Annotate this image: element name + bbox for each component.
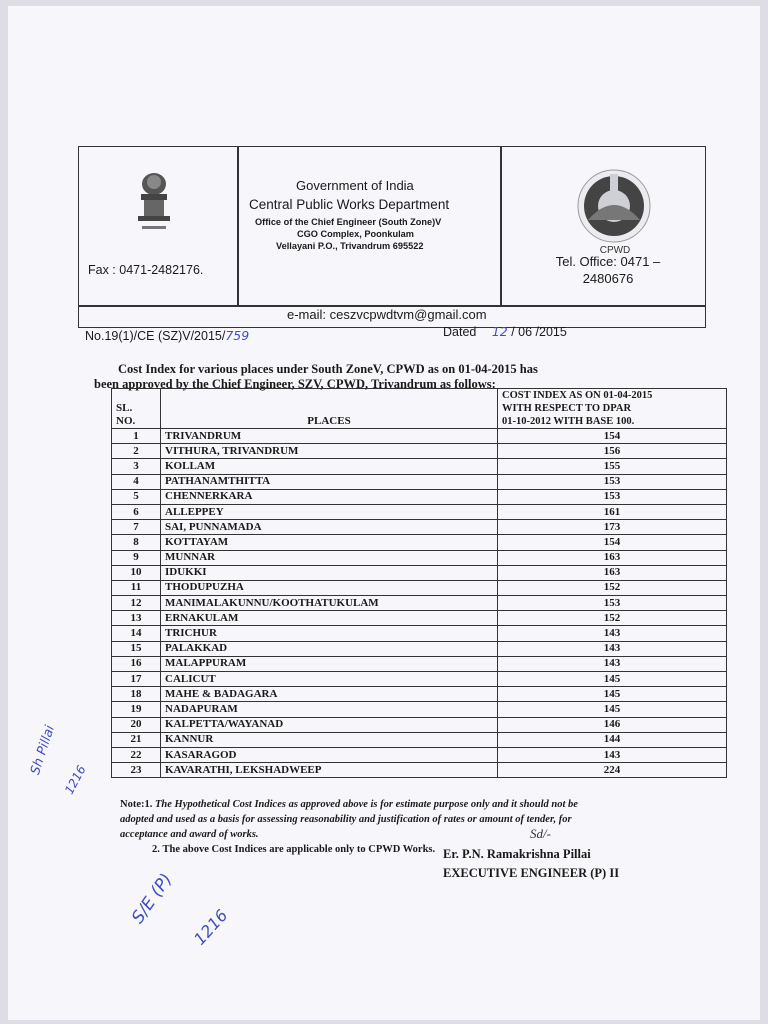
- table-row: [112, 596, 727, 611]
- header-text: 01-10-2012 WITH BASE 100.: [502, 416, 635, 427]
- signature-mark: Sd/-: [530, 826, 551, 841]
- cell-sl-no: 22: [112, 747, 161, 762]
- telephone-line: 2480676: [582, 271, 634, 286]
- header-text: NO.: [116, 415, 136, 427]
- cell-cost-index: 156: [498, 444, 727, 459]
- cell-place: IDUKKI: [161, 565, 498, 580]
- header-sl-no: [112, 389, 161, 429]
- email-address: e-mail: ceszvcpwdtvm@gmail.com: [287, 307, 487, 322]
- table-row: [112, 474, 727, 489]
- note-text: adopted and used as a basis for assessing reasonability and justification of rates or amount of tender, for: [120, 814, 572, 825]
- note-line: [120, 827, 700, 842]
- telephone-line: Tel. Office: 0471 –: [555, 254, 661, 269]
- signatory-title: EXECUTIVE ENGINEER (P) II: [443, 866, 620, 880]
- note-line: [120, 797, 700, 812]
- table-row: [112, 641, 727, 656]
- cell-cost-index: 143: [498, 641, 727, 656]
- address-line: CGO Complex, Poonkulam: [297, 229, 414, 239]
- cell-sl-no: 10: [112, 565, 161, 580]
- table-row: [112, 687, 727, 702]
- table-row: [112, 550, 727, 565]
- cell-place: ERNAKULAM: [161, 611, 498, 626]
- cell-sl-no: 8: [112, 535, 161, 550]
- fax-number: Fax : 0471-2482176.: [88, 263, 204, 277]
- header-places: PLACES: [161, 389, 498, 429]
- cell-cost-index: 153: [498, 474, 727, 489]
- cell-place: MUNNAR: [161, 550, 498, 565]
- dated-rest: / 06 /2015: [511, 325, 567, 339]
- cost-index-table: [111, 388, 727, 778]
- cell-place: VITHURA, TRIVANDRUM: [161, 444, 498, 459]
- cell-sl-no: 18: [112, 687, 161, 702]
- table-row: [112, 672, 727, 687]
- cell-place: KASARAGOD: [161, 747, 498, 762]
- cell-cost-index: 152: [498, 611, 727, 626]
- cell-sl-no: 16: [112, 656, 161, 671]
- cell-place: KALPETTA/WAYANAD: [161, 717, 498, 732]
- header-text: WITH RESPECT TO DPAR: [502, 403, 632, 414]
- cell-sl-no: 4: [112, 474, 161, 489]
- cell-sl-no: 11: [112, 580, 161, 595]
- cell-sl-no: 6: [112, 504, 161, 519]
- table-row: [112, 489, 727, 504]
- note-label: 2.: [152, 844, 160, 855]
- handwritten-ref: 759: [225, 328, 250, 343]
- cell-place: MANIMALAKUNNU/KOOTHATUKULAM: [161, 596, 498, 611]
- cell-sl-no: 23: [112, 763, 161, 778]
- table-row: [112, 535, 727, 550]
- cell-place: KAVARATHI, LEKSHADWEEP: [161, 763, 498, 778]
- cell-place: NADAPURAM: [161, 702, 498, 717]
- note-text: The above Cost Indices are applicable only to CPWD Works.: [162, 844, 436, 855]
- handwritten-stamp: S/E (P): [128, 869, 177, 928]
- cell-sl-no: 19: [112, 702, 161, 717]
- cell-place: THODUPUZHA: [161, 580, 498, 595]
- cell-place: SAI, PUNNAMADA: [161, 520, 498, 535]
- cpwd-logo-icon: [574, 160, 656, 256]
- cell-cost-index: 153: [498, 489, 727, 504]
- intro-line: been approved by the Chief Engineer, SZV, CPWD, Trivandrum as follows:: [94, 377, 496, 391]
- table-row: [112, 656, 727, 671]
- table-row: [112, 459, 727, 474]
- divider: [237, 147, 239, 305]
- cell-cost-index: 161: [498, 504, 727, 519]
- government-title: Government of India: [296, 178, 414, 193]
- cell-place: KOTTAYAM: [161, 535, 498, 550]
- handwritten-margin-note: Sh Pillai: [28, 723, 58, 777]
- cell-sl-no: 15: [112, 641, 161, 656]
- header-cost-index: [498, 389, 727, 429]
- cell-cost-index: 152: [498, 580, 727, 595]
- table-row: [112, 565, 727, 580]
- intro-line: Cost Index for various places under South ZoneV, CPWD as on 01-04-2015 has: [118, 362, 538, 376]
- logo-text: CPWD: [599, 245, 631, 256]
- table-row: [112, 702, 727, 717]
- cell-sl-no: 5: [112, 489, 161, 504]
- cell-cost-index: 153: [498, 596, 727, 611]
- cell-cost-index: 143: [498, 626, 727, 641]
- cell-place: TRIVANDRUM: [161, 429, 498, 444]
- table-row: [112, 626, 727, 641]
- table-row: [112, 747, 727, 762]
- cell-sl-no: 20: [112, 717, 161, 732]
- notes-block: [120, 797, 700, 857]
- dated-label: Dated: [443, 325, 477, 339]
- signatory-name: Er. P.N. Ramakrishna Pillai: [443, 847, 591, 861]
- cell-place: KOLLAM: [161, 459, 498, 474]
- cell-sl-no: 2: [112, 444, 161, 459]
- table-row: [112, 444, 727, 459]
- table-row: [112, 504, 727, 519]
- cell-sl-no: 7: [112, 520, 161, 535]
- cell-place: PATHANAMTHITTA: [161, 474, 498, 489]
- cell-place: TRICHUR: [161, 626, 498, 641]
- cell-cost-index: 143: [498, 747, 727, 762]
- cell-cost-index: 145: [498, 702, 727, 717]
- cell-cost-index: 154: [498, 429, 727, 444]
- reference-number: [85, 328, 249, 343]
- table-row: [112, 732, 727, 747]
- handwritten-day: 12: [491, 324, 508, 339]
- cell-sl-no: 12: [112, 596, 161, 611]
- table-row: [112, 520, 727, 535]
- department-title: Central Public Works Department: [249, 197, 450, 212]
- header-text: SL.: [116, 402, 133, 414]
- telephone-number: [537, 253, 679, 287]
- handwritten-margin-note: 1216: [62, 763, 89, 797]
- table-row: [112, 611, 727, 626]
- national-emblem-icon: [126, 168, 182, 234]
- header-text: COST INDEX AS ON 01-04-2015: [502, 390, 653, 401]
- cell-sl-no: 13: [112, 611, 161, 626]
- cell-place: CHENNERKARA: [161, 489, 498, 504]
- cell-cost-index: 145: [498, 672, 727, 687]
- cell-place: MALAPPURAM: [161, 656, 498, 671]
- cell-cost-index: 143: [498, 656, 727, 671]
- table-row: [112, 763, 727, 778]
- address-line: Office of the Chief Engineer (South Zone)V: [255, 217, 442, 227]
- note-text: The Hypothetical Cost Indices as approved above is for estimate purpose only and it should not be: [155, 799, 578, 810]
- note-label: Note:1.: [120, 799, 153, 810]
- cell-sl-no: 21: [112, 732, 161, 747]
- note-line: [120, 812, 700, 827]
- note-line: [152, 842, 700, 857]
- cell-place: KANNUR: [161, 732, 498, 747]
- cell-place: CALICUT: [161, 672, 498, 687]
- cell-cost-index: 144: [498, 732, 727, 747]
- cell-cost-index: 224: [498, 763, 727, 778]
- date-line: [443, 324, 567, 339]
- cell-sl-no: 3: [112, 459, 161, 474]
- table-row: [112, 580, 727, 595]
- handwritten-stamp: 1216: [190, 905, 232, 949]
- table-row: [112, 429, 727, 444]
- cell-cost-index: 163: [498, 565, 727, 580]
- cell-cost-index: 155: [498, 459, 727, 474]
- cell-cost-index: 163: [498, 550, 727, 565]
- cell-cost-index: 173: [498, 520, 727, 535]
- cell-place: MAHE & BADAGARA: [161, 687, 498, 702]
- reference-text: No.19(1)/CE (SZ)V/2015/: [85, 329, 226, 343]
- cell-sl-no: 1: [112, 429, 161, 444]
- cell-cost-index: 145: [498, 687, 727, 702]
- divider: [500, 147, 502, 305]
- cell-cost-index: 154: [498, 535, 727, 550]
- note-text: acceptance and award of works.: [120, 829, 259, 840]
- address-line: Vellayani P.O., Trivandrum 695522: [276, 241, 424, 251]
- cell-cost-index: 146: [498, 717, 727, 732]
- cell-place: ALLEPPEY: [161, 504, 498, 519]
- cell-sl-no: 14: [112, 626, 161, 641]
- table-row: [112, 717, 727, 732]
- cell-sl-no: 17: [112, 672, 161, 687]
- cell-place: PALAKKAD: [161, 641, 498, 656]
- table-header-row: [112, 389, 727, 429]
- cell-sl-no: 9: [112, 550, 161, 565]
